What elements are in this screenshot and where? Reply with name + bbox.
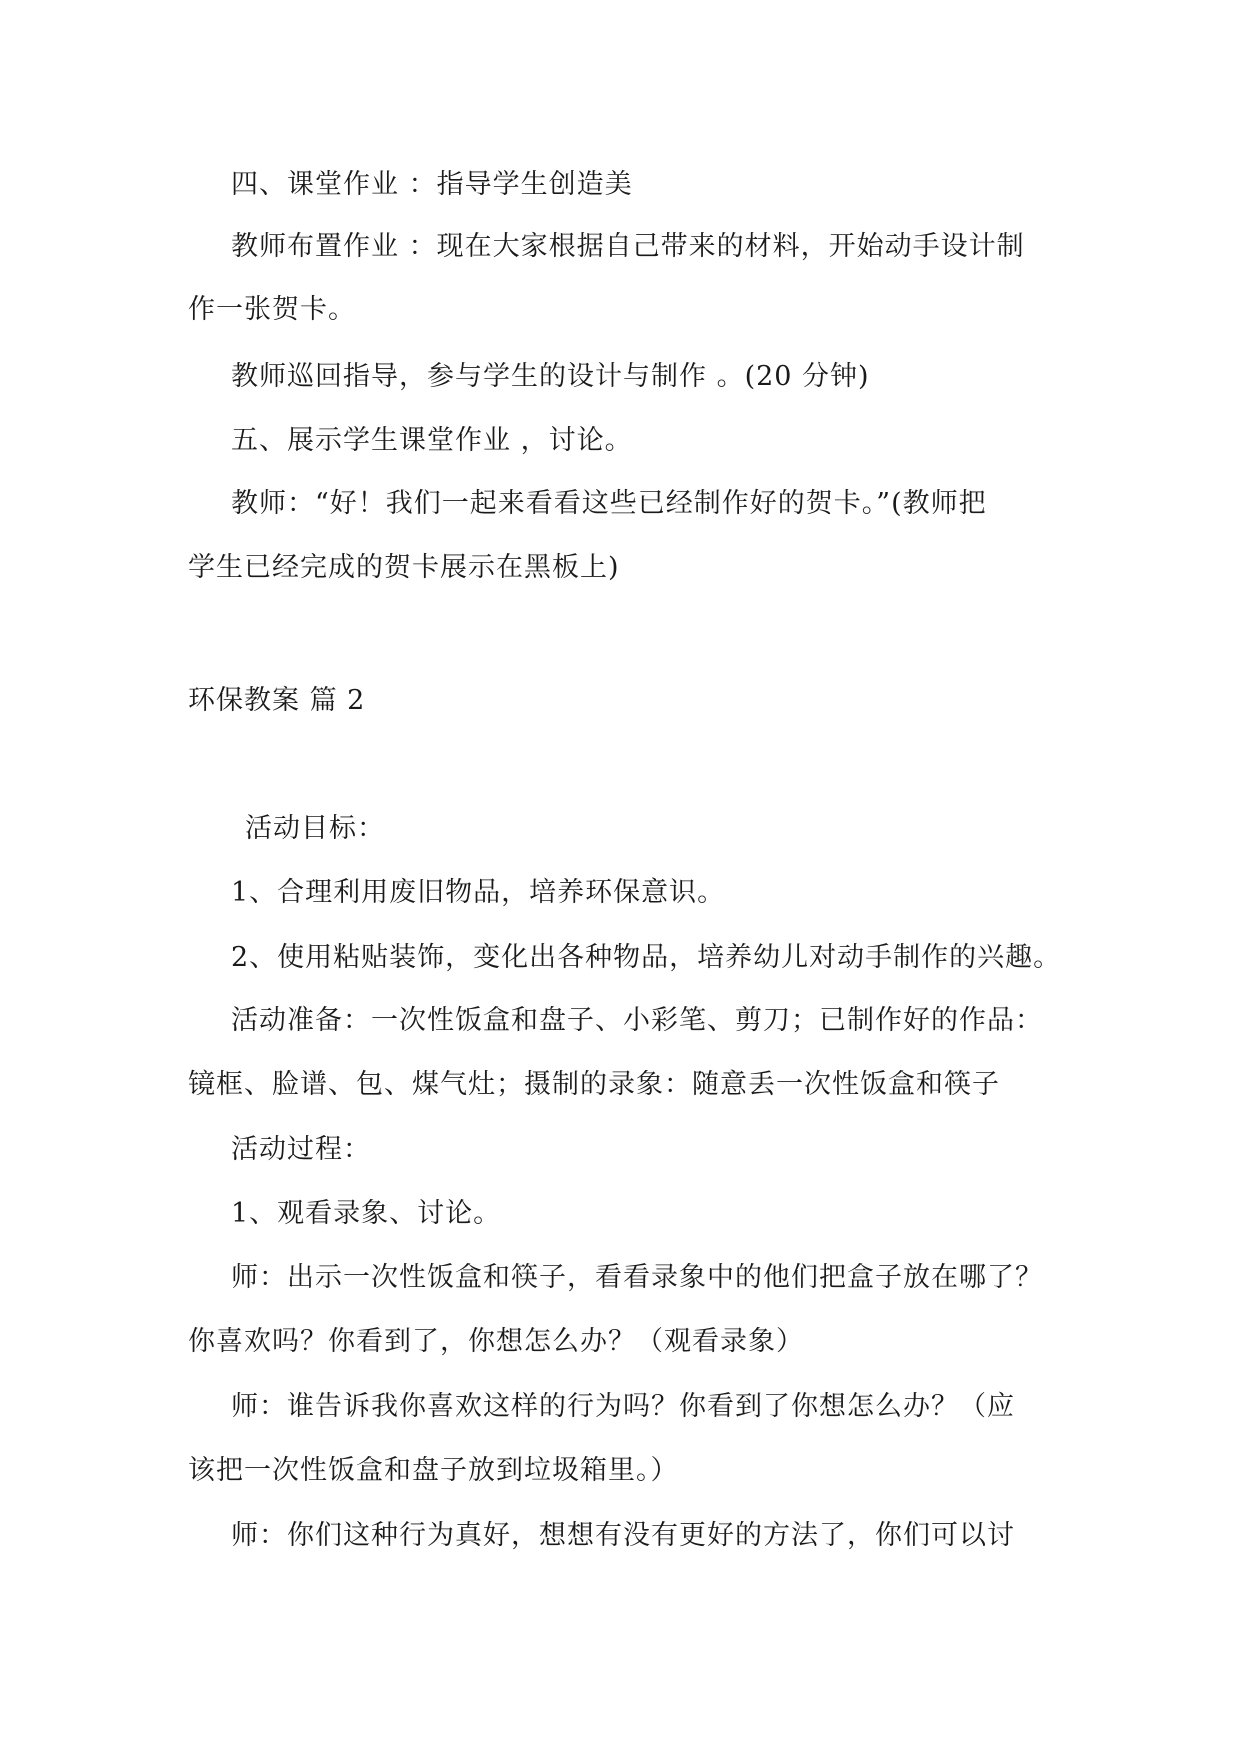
section4-heading: 四、课堂作业 ：指导学生创造美 xyxy=(231,169,633,200)
goal-1: 1、合理利用废旧物品，培养环保意识。 xyxy=(231,877,726,908)
prep-line1: 活动准备：一次性饭盒和盘子、小彩笔、剪刀；已制作好的作品： xyxy=(231,1005,1043,1036)
step-1: 1、观看录象、讨论。 xyxy=(231,1198,502,1229)
dialog2-line2: 该把一次性饭盒和盘子放到垃圾箱里。） xyxy=(188,1455,679,1486)
assignment-line1: 教师布置作业 ：现在大家根据自己带来的材料，开始动手设计制 xyxy=(231,231,1025,262)
section5-heading: 五、展示学生课堂作业 ，讨论。 xyxy=(231,425,633,456)
dialog3-line1: 师：你们这种行为真好，想想有没有更好的方法了，你们可以讨 xyxy=(231,1520,1015,1551)
goal-2: 2、使用粘贴装饰，变化出各种物品，培养幼儿对动手制作的兴趣。 xyxy=(231,942,1062,973)
dialog2-line1: 师：谁告诉我你喜欢这样的行为吗？你看到了你想怎么办？（应 xyxy=(231,1391,1015,1422)
prep-line2: 镜框、脸谱、包、煤气灶；摄制的录象：随意丢一次性饭盒和筷子 xyxy=(188,1069,1000,1100)
teacher-quote-line1: 教师：“好！我们一起来看看这些已经制作好的贺卡。”(教师把 xyxy=(231,488,987,519)
assignment-line2: 作一张贺卡。 xyxy=(188,294,356,325)
teacher-quote-line2: 学生已经完成的贺卡展示在黑板上) xyxy=(188,552,620,583)
process-heading: 活动过程： xyxy=(231,1134,371,1165)
dialog1-line2: 你喜欢吗？你看到了，你想怎么办？（观看录象） xyxy=(188,1326,804,1357)
section-title: 环保教案 篇 2 xyxy=(188,685,366,716)
guidance-line: 教师巡回指导，参与学生的设计与制作 。(20 分钟) xyxy=(231,361,870,392)
dialog1-line1: 师：出示一次性饭盒和筷子，看看录象中的他们把盒子放在哪了？ xyxy=(231,1262,1043,1293)
goals-heading: 活动目标： xyxy=(245,813,385,844)
